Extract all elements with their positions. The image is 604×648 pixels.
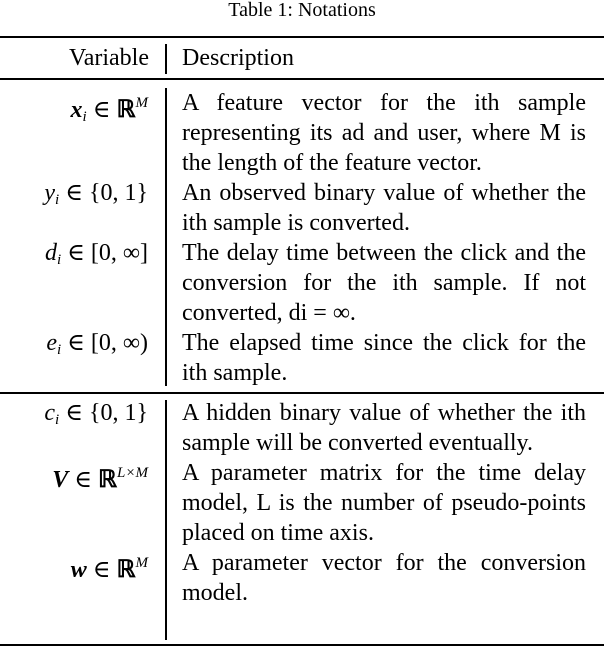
table-group-1 <box>0 88 604 388</box>
description-w: A parameter vector for the conversion model. <box>182 550 586 606</box>
top-rule <box>0 36 604 38</box>
bottom-rule <box>0 644 604 646</box>
table-row <box>0 238 604 328</box>
table-row <box>0 398 604 458</box>
group-rule <box>0 392 604 394</box>
variable-x: $x_i$ ∈ ℝ$^M$ <box>70 95 148 125</box>
variable-w: w ∈ ℝ$^M$ <box>70 555 148 583</box>
table-caption: Table 1: Notations <box>228 0 376 21</box>
header-column-separator <box>165 44 167 74</box>
description-x: A feature vector for the ith sample representing its ad and user, where M is the length of the feature vector. <box>182 90 586 176</box>
table-group-2 <box>0 398 604 608</box>
description-V: A parameter matrix for the time delay model, L is the number of pseudo-points placed on time axis. <box>182 460 586 546</box>
table-row <box>0 328 604 388</box>
variable-V: V ∈ ℝ$^{L\times M}$ <box>52 465 148 493</box>
variable-e: $e_i$ ∈ [0, ∞) <box>46 330 148 358</box>
table-row <box>0 88 604 178</box>
table-row <box>0 458 604 548</box>
description-e: The elapsed time since the click for the ith sample. <box>182 330 586 386</box>
description-y: An observed binary value of whether the ith sample is converted. <box>182 180 586 236</box>
description-d: The delay time between the click and the conversion for the ith sample. If not converted, di = ∞. <box>182 240 586 326</box>
table-header <box>0 40 604 76</box>
variable-d: $d_i$ ∈ [0, ∞] <box>44 240 148 268</box>
variable-c: $c_i$ ∈ {0, 1} <box>44 400 148 428</box>
variable-y: $y_i$ ∈ {0, 1} <box>44 180 148 208</box>
description-c: A hidden binary value of whether the ith sample will be converted eventually. <box>182 400 586 456</box>
header-description: Description <box>182 45 294 71</box>
table-row <box>0 178 604 238</box>
table-row <box>0 548 604 608</box>
header-variable: Variable <box>69 45 149 71</box>
header-rule <box>0 78 604 80</box>
